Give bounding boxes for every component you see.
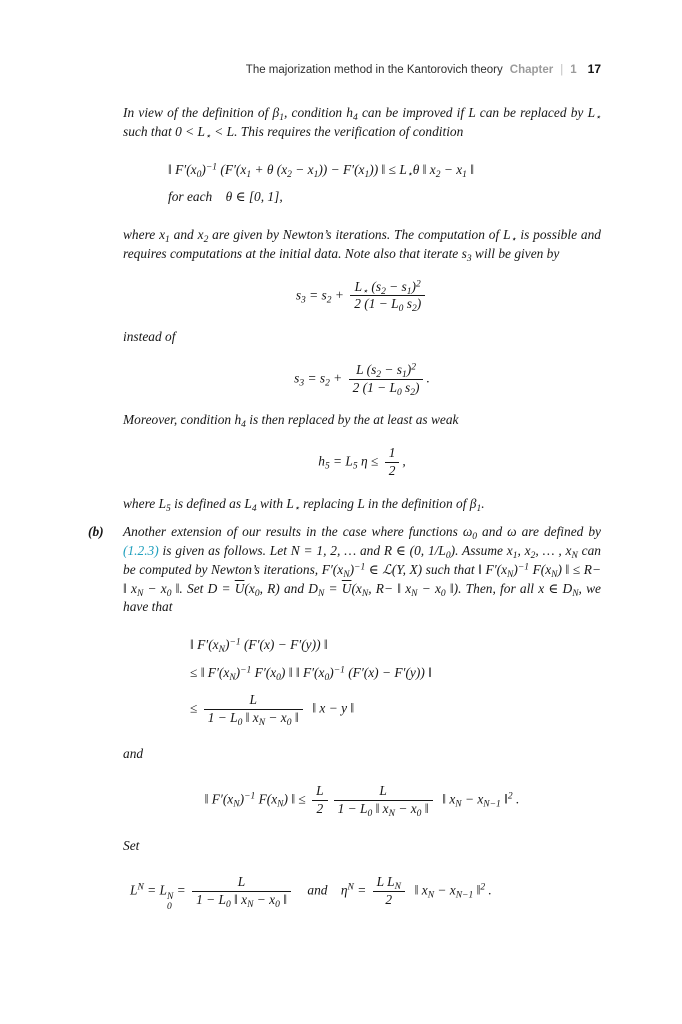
paragraph-moreover-condition: Moreover, condition $h_4$ is then replaced by the at least as weak <box>123 412 459 431</box>
sub-sup-stack: N 0 <box>166 891 174 912</box>
chapter-label: Chapter <box>509 64 554 76</box>
fraction: $\frac{L}{2}$ <box>312 783 327 818</box>
list-item-b <box>88 523 601 617</box>
paragraph-instead-of: instead of <box>123 329 176 345</box>
chapter-separator: | <box>560 64 564 76</box>
fraction: $\frac{L}{1 - L_0 ‖ x_N - x_0 ‖}$ <box>204 692 303 727</box>
equation-line-1: ‖ $F'(x_N)^{-1}$ (F′(x) − F′(y)) ‖ <box>190 637 328 656</box>
fraction: $\frac{L L_N}{2}$ <box>373 874 405 909</box>
equation-reference-link[interactable]: (1.2.3) <box>123 543 159 559</box>
equation-line-1: ‖ $F'(x_0)^{-1}$ ($F'(x_1 + \theta$ $(x_2 - x_1)) - F'(x_1)$) ‖ ≤ $L_⋆\theta$ ‖ $x_2 - x_1$ ‖ <box>168 161 475 180</box>
fraction: $\frac{L}{1 - L_0 ‖ x_N - x_0 ‖}$ <box>334 783 433 818</box>
paragraph-set: Set <box>123 837 140 853</box>
equation-s3-with-l: $s_3 = s_2$ + $\frac{L (s_2 - s_1)^2}{2 (1 - L_0 s_2)}$ . <box>294 361 430 398</box>
paragraph-newton-iterations: where $x_1$ and $x_2$ are given by Newton’s iterations. The computation of $L_⋆$ is possible and requires computations at the initial data. Note also that iterate $s_3$ will be given by <box>123 227 601 264</box>
equation-fxn-bound: ‖ $F'(x_N)^{-1}$ $F(x_N)$ ‖ ≤ $\frac{L}{2}$ $\frac{L}{1 - L_0 ‖ x_N - x_0 ‖}$ ‖ $x_N - x_{N-1}$ ‖$^2$ . <box>204 783 520 819</box>
equation-line-3: ≤ $\frac{L}{1 - L_0 ‖ x_N - x_0 ‖}$ ‖ x − y ‖ <box>190 691 355 728</box>
equation-ln-eta-definitions: $L^N = L$ N 0 = $\frac{L}{1 - L_0 ‖ x_N - x_0 ‖}$ and $\eta^N$ = $\frac{L L_N}{2}$ ‖ $x_N - x_{N-1}$ ‖$^2$ . <box>130 874 492 912</box>
chapter-number: 1 <box>570 64 577 76</box>
item-label-b: (b) <box>88 524 104 540</box>
fraction: $\frac{L}{1 - L_0 ‖ x_N - x_0 ‖}$ <box>192 874 291 909</box>
paragraph-item-b: Another extension of our results in the case where functions $\omega_0$ and ω are defined by (1.2.3) is given as follows. Let N = 1, 2, … and R ∈ (0, $1/L_0$). Assume $x_1$, $x_2$, … , $x_N$ can be computed by Newton’s iterations, $F'(x_N)^{-1}$ ∈ ℒ(Y, X) such that ‖ $F'(x_N)^{-1}$ $F(x_N)$ ‖ ≤ R− ‖ $x_N - x_0$ ‖. Set $D = \overline{U}(x_0$, R) and $D_N = \overline{U}(x_N$, R− ‖ $x_N - x_0$ ‖). Then, for all x ∈ $D_N$, we have that <box>123 524 601 615</box>
fraction: $\frac{1}{2}$ <box>385 445 400 480</box>
page-body <box>88 104 601 912</box>
equation-norm-bounds <box>88 636 601 726</box>
fraction: $\frac{L (s_2 - s_1)^2}{2 (1 - L_0 s_2)}$ <box>349 362 424 397</box>
paragraph-where-l5: where $L_5$ is defined as $L_4$ with $L_⋆$ replacing L in the definition of $\beta_1$. <box>123 495 485 514</box>
paragraph-definition-beta1: In view of the definition of $\beta_1$, condition $h_4$ can be improved if L can be replaced by $L_⋆$ such that $0 < L_⋆ < L$. This requires the verification of condition <box>123 105 601 142</box>
page-number: 17 <box>587 62 601 76</box>
equation-line-2: ≤ ‖ $F'(x_N)^{-1}$ $F'(x_0)$ ‖ ‖ $F'(x_0)^{-1}$ (F′(x) − F′(y)) ‖ <box>190 664 432 684</box>
equation-verification-condition <box>88 161 601 208</box>
equation-h5-condition: $h_5 = L_5$ η ≤ $\frac{1}{2}$ , <box>318 445 406 478</box>
paragraph-and: and <box>123 746 144 762</box>
equation-s3-with-lstar: $s_3 = s_2$ + $\frac{L_⋆ (s_2 - s_1)^2}{2 (1 - L_0 s_2)}$ <box>88 279 601 314</box>
fraction: $\frac{L_⋆ (s_2 - s_1)^2}{2 (1 - L_0 s_2)}$ <box>350 279 425 314</box>
running-title: The majorization method in the Kantorovich theory <box>245 64 503 76</box>
equation-line-2: for each θ ∈ [0, 1], <box>168 189 283 205</box>
page-header <box>88 62 601 76</box>
